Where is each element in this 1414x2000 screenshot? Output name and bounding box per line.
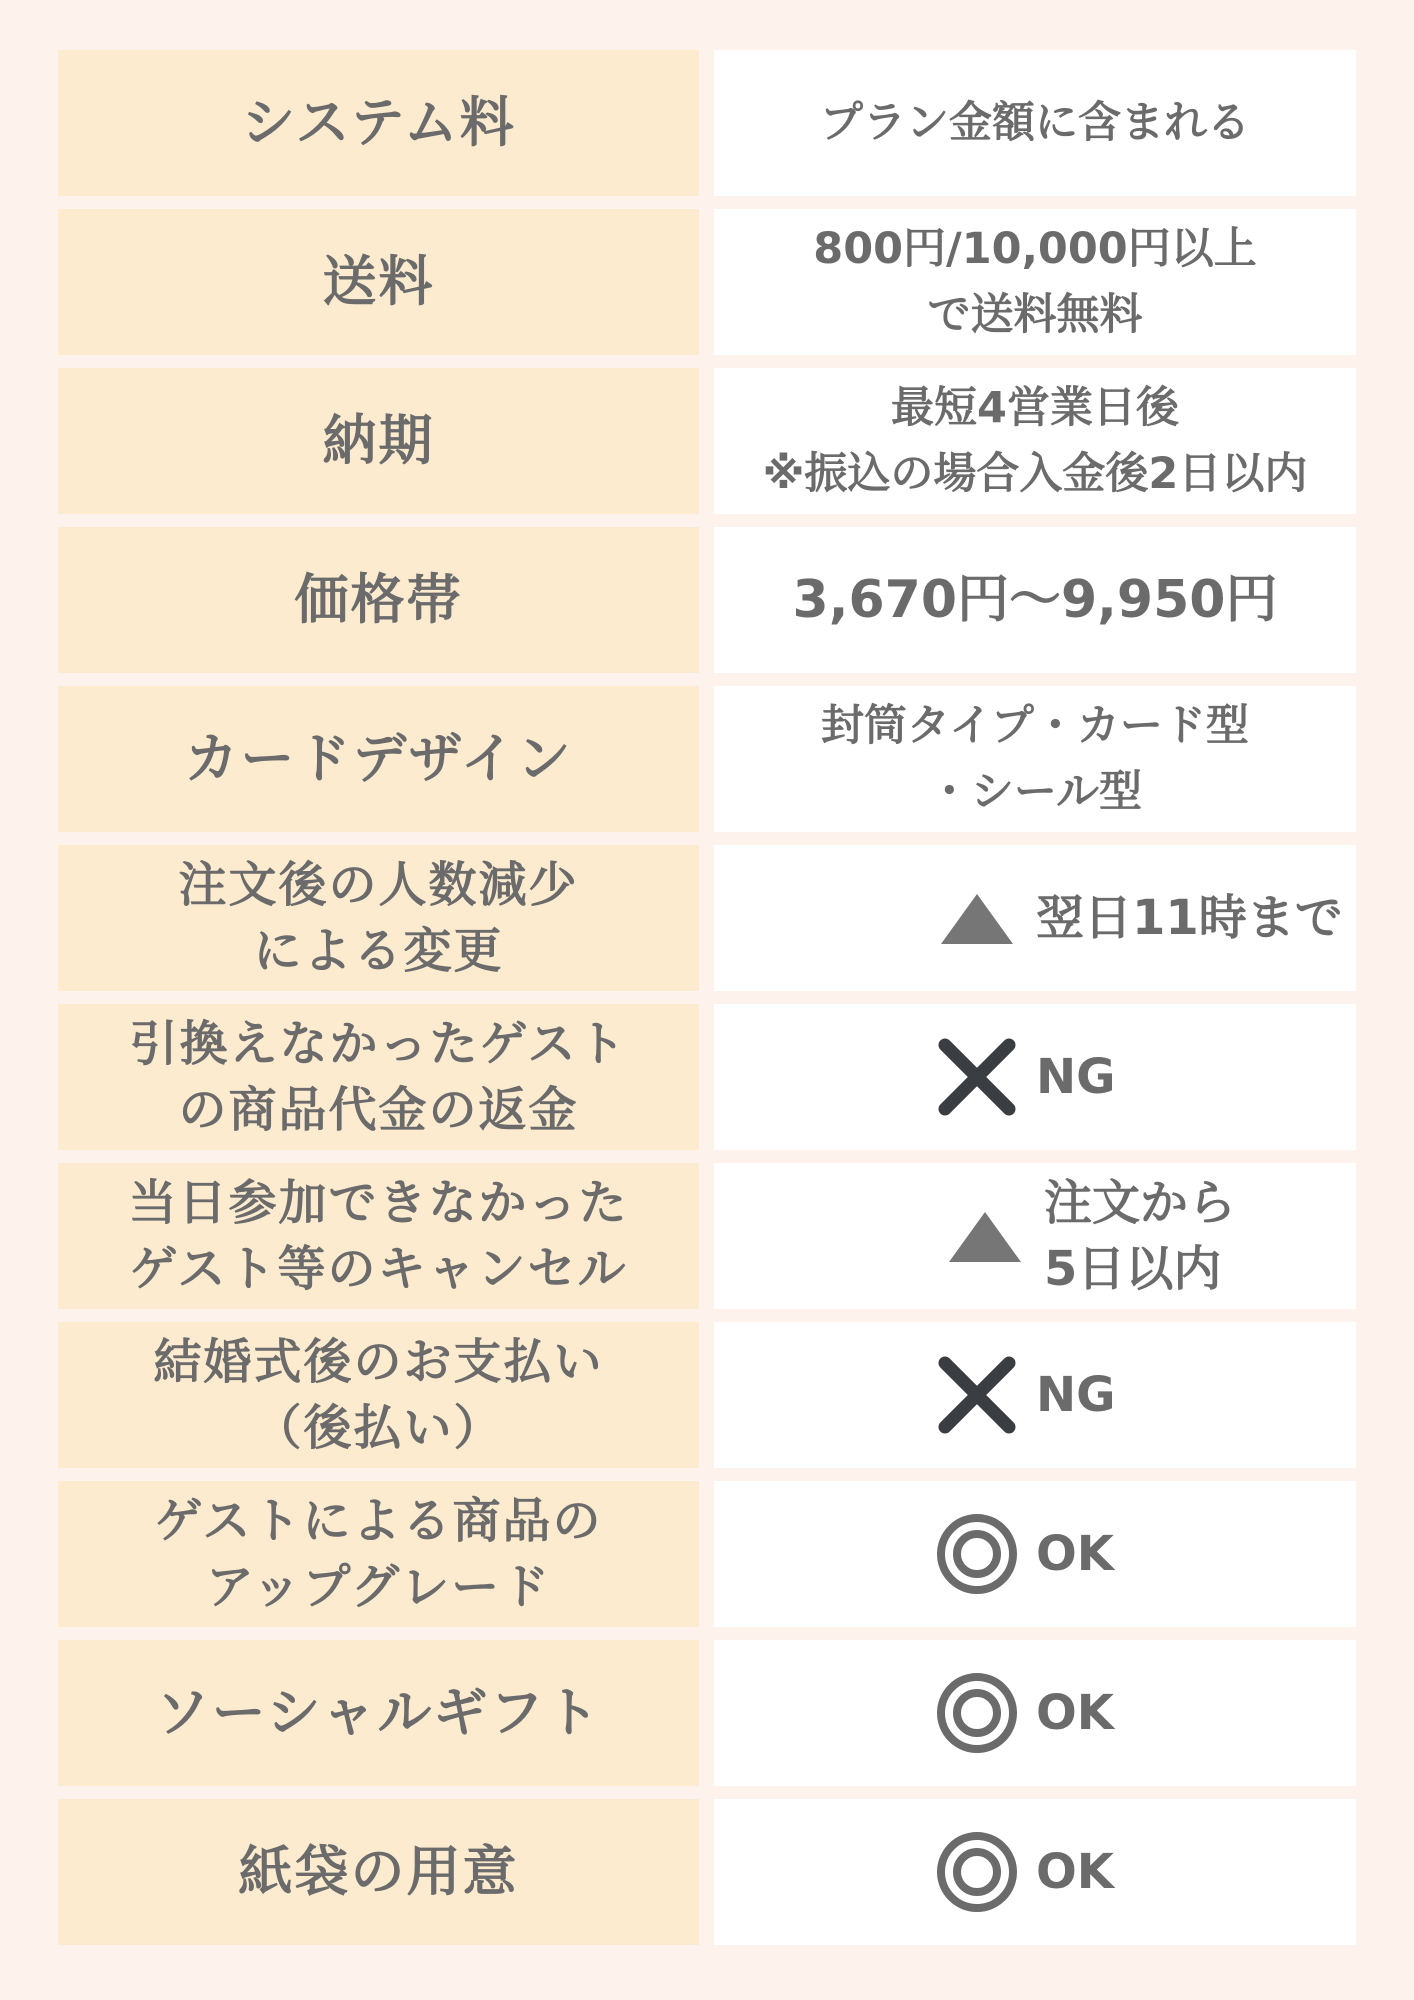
status-text-line: OK [1036, 1844, 1114, 1900]
row-value-line: 3,670円～9,950円 [792, 570, 1278, 630]
table-row [58, 1481, 1356, 1627]
table-row [58, 845, 1356, 991]
table-row [58, 368, 1356, 514]
row-label-line: 当日参加できなかった [128, 1175, 629, 1231]
row-value [714, 527, 1356, 673]
row-value-line: ・シール型 [927, 767, 1143, 817]
row-label [58, 686, 699, 832]
row-label-line: ソーシャルギフト [155, 1681, 602, 1744]
row-value-line: プラン金額に含まれる [820, 98, 1250, 148]
row-value [714, 1322, 1356, 1468]
status-text [1036, 1044, 1116, 1110]
row-label-line: 引換えなかったゲスト [129, 1016, 628, 1072]
row-value [714, 686, 1356, 832]
row-label-line: システム料 [241, 91, 516, 154]
row-value [714, 845, 1356, 991]
double-circle-icon [932, 1827, 1022, 1917]
row-value [714, 368, 1356, 514]
row-label-line: 価格帯 [294, 568, 463, 631]
double-circle-icon [932, 1668, 1022, 1758]
row-value-line: 800円/10,000円以上 [813, 224, 1257, 274]
table-row [58, 1640, 1356, 1786]
row-value [714, 50, 1356, 196]
row-label-line: 納期 [322, 409, 435, 472]
row-label-line: ゲストによる商品の [154, 1493, 603, 1549]
comparison-table [58, 50, 1356, 1958]
row-value-line: 封筒タイプ・カード型 [821, 701, 1249, 751]
status-text [1036, 1521, 1114, 1587]
row-label [58, 1163, 699, 1309]
row-value [714, 1799, 1356, 1945]
row-label-line: 紙袋の用意 [238, 1840, 519, 1903]
row-label-line: カードデザイン [184, 727, 573, 790]
row-label [58, 209, 699, 355]
row-label [58, 1481, 699, 1627]
triangle-icon [940, 1191, 1030, 1281]
status-text-line: 翌日11時まで [1036, 890, 1343, 946]
row-label-line: アップグレード [205, 1559, 552, 1615]
double-circle-icon [932, 1509, 1022, 1599]
row-label-line: 結婚式後のお支払い [153, 1334, 604, 1390]
status-text-line: NG [1036, 1049, 1116, 1105]
triangle-icon [932, 873, 1022, 963]
cross-icon [932, 1032, 1022, 1122]
status-text-line: 5日以内 [1044, 1241, 1222, 1297]
status-text-line: OK [1036, 1526, 1114, 1582]
table-row [58, 527, 1356, 673]
row-value [714, 1640, 1356, 1786]
status-text-line: 注文から [1044, 1175, 1237, 1231]
status-text [1036, 1680, 1114, 1746]
row-label [58, 1799, 699, 1945]
table-row [58, 1322, 1356, 1468]
row-label-line: による変更 [253, 923, 504, 979]
row-value-line: ※振込の場合入金後2日以内 [762, 449, 1308, 499]
status-text [1036, 1362, 1116, 1428]
status-text-line: NG [1036, 1367, 1116, 1423]
row-label-line: の商品代金の返金 [178, 1082, 579, 1138]
row-label [58, 1004, 699, 1150]
row-label [58, 1322, 699, 1468]
status-text [1036, 885, 1343, 951]
row-value-line: 最短4営業日後 [891, 383, 1179, 433]
cross-icon [932, 1350, 1022, 1440]
row-value [714, 1163, 1356, 1309]
row-label [58, 1640, 699, 1786]
table-row [58, 1799, 1356, 1945]
row-label-line: （後払い） [253, 1400, 504, 1456]
row-label-line: 送料 [322, 250, 435, 313]
table-row [58, 1004, 1356, 1150]
row-value [714, 1481, 1356, 1627]
row-value [714, 1004, 1356, 1150]
table-row [58, 686, 1356, 832]
table-row [58, 50, 1356, 196]
row-value [714, 209, 1356, 355]
status-text-line: OK [1036, 1685, 1114, 1741]
row-label-line: 注文後の人数減少 [178, 857, 579, 913]
row-label [58, 368, 699, 514]
status-text [1036, 1839, 1114, 1905]
table-row [58, 1163, 1356, 1309]
row-label [58, 50, 699, 196]
row-label-line: ゲスト等のキャンセル [129, 1241, 628, 1297]
row-label [58, 845, 699, 991]
status-text [1044, 1170, 1236, 1302]
row-label [58, 527, 699, 673]
table-row [58, 209, 1356, 355]
row-value-line: で送料無料 [927, 290, 1143, 340]
